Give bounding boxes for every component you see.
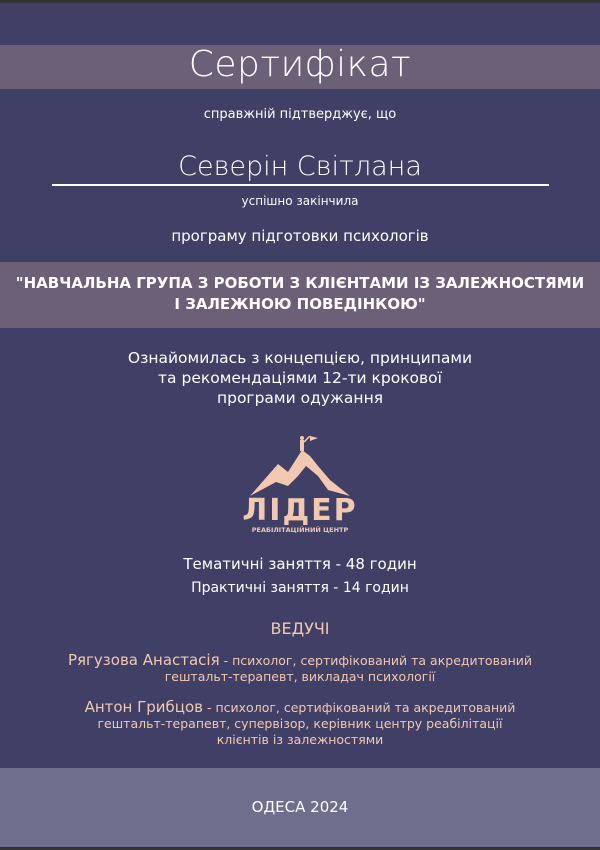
host-desc: - психолог, сертифікований та акредитований — [203, 700, 516, 715]
certificate-page — [0, 3, 600, 847]
recipient-name: Северін Світлана — [178, 151, 422, 182]
host-desc: гештальт-терапевт, супервізор, керівник центру реабілітації — [97, 716, 503, 731]
footer-city-year: ОДЕСА 2024 — [251, 798, 349, 816]
program-text: програму підготовки психологів — [171, 227, 429, 245]
host-desc: - психолог, сертифікований та акредитований — [219, 653, 533, 668]
host-desc: клієнтів із залежностями — [216, 732, 384, 747]
host-item — [0, 652, 600, 685]
confirms-text: справжній підтверджує, що — [203, 107, 397, 122]
intro-line: та рекомендаціями 12-ти крокової — [158, 369, 442, 387]
host-name: Рягузова Анастасія — [67, 651, 220, 669]
hours-practice: Практичні заняття - 14 годин — [191, 580, 409, 596]
completed-text: успішно закінчила — [241, 194, 359, 208]
course-title-line: "НАВЧАЛЬНА ГРУПА З РОБОТИ З КЛІЄНТАМИ ІЗ ЗАЛЕЖНОСТЯМИ — [15, 274, 585, 292]
logo — [240, 436, 360, 536]
certificate-title: Сертифікат — [188, 44, 412, 85]
intro-line: програми одужання — [216, 389, 384, 407]
intro-line: Ознайомилась з концепцією, принципами — [127, 349, 473, 367]
intro-text — [0, 348, 600, 408]
course-title — [0, 273, 600, 315]
host-desc: гештальт-терапевт, викладач психології — [164, 669, 436, 684]
name-underline — [52, 184, 549, 186]
logo-name: ЛІДЕР — [242, 493, 358, 528]
host-item — [0, 699, 600, 748]
mountain-climber-icon — [240, 436, 360, 496]
hours-theory: Тематичні заняття - 48 годин — [183, 555, 417, 573]
logo-subtitle: РЕАБІЛІТАЦІЙНИЙ ЦЕНТР — [251, 526, 349, 534]
hosts-heading: ВЕДУЧІ — [270, 619, 330, 638]
host-name: Антон Грибцов — [84, 698, 204, 716]
course-title-line: І ЗАЛЕЖНОЮ ПОВЕДІНКОЮ" — [174, 295, 426, 313]
